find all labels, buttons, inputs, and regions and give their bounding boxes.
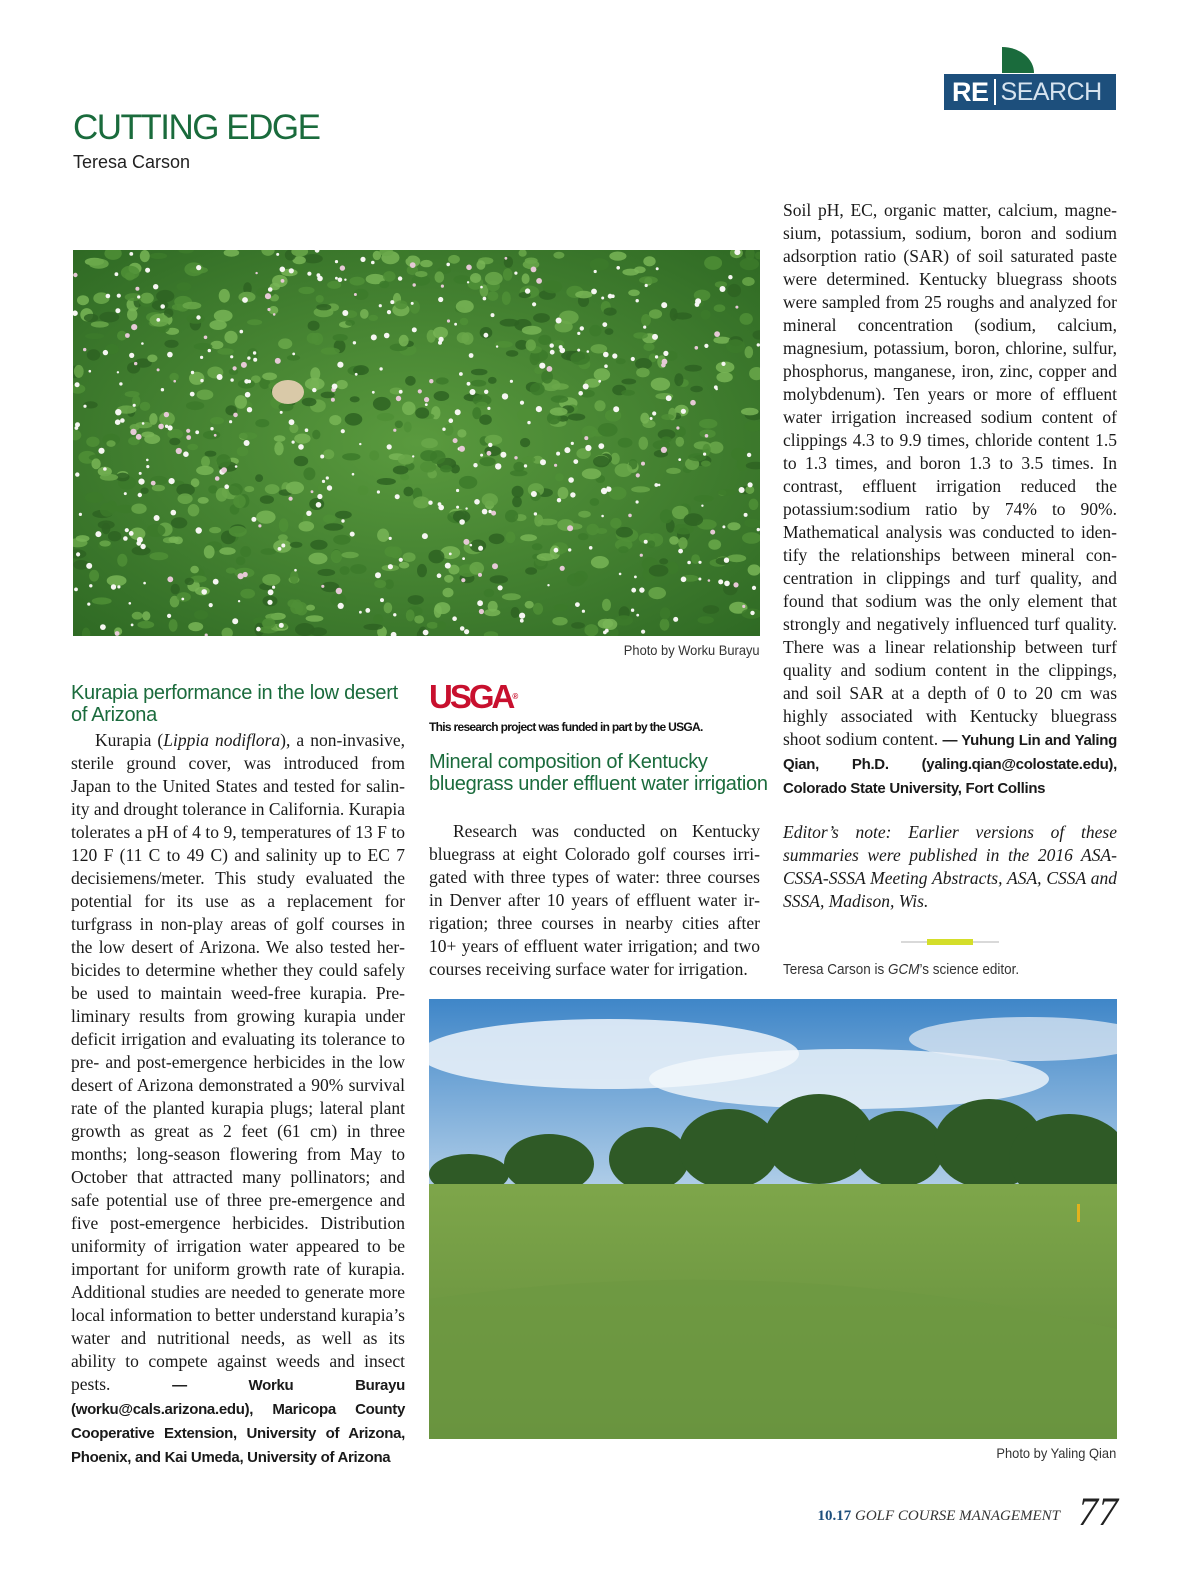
mineral-byline: — Yuhung Lin and Yaling Qian, Ph.D. (yaling.qian@colostate.edu), Colorado State University, Fort Collins: [783, 732, 1117, 797]
mineral-body-text: Soil pH, EC, organic matter, calcium, magnesium, potassium, sodium, boron and sodium adsorption ratio (SAR) of soil saturated paste were determined. Kentucky bluegrass shoots were sampled from 25 roughs and analyzed for mineral concentration (sodium, calcium, magnesium, potassium, boron, chlorine, sulfur, phosphorus, manganese, iron, zinc, copper and molybdenum). Ten years or more of effluent water irrigation increased sodium content of clippings 4.3 to 9.9 times, chloride content 1.5 to 1.3 times, and boron 1.3 to 3.5 times. In contrast, effluent irrigation reduced the potassium:sodium ratio by 74% to 90%. Mathematical analysis was conducted to identify the relationships between mineral concentration in clippings and turf quality, and found that sodium was the only element that strongly and negatively influenced turf quality. There was a linear relationship between turf quality and sodium content in the clippings, and soil SAR at a depth of 0 to 20 cm was highly associated with Kentucky bluegrass shoot sodium content.: [783, 200, 1117, 749]
kurapia-body-pre: Kurapia (: [95, 730, 164, 750]
usga-logo-text: USGA: [429, 678, 513, 715]
kurapia-photo-credit: Photo by Worku Burayu: [624, 642, 760, 658]
kurapia-headline: Kurapia performance in the low desert of Arizona: [71, 682, 398, 726]
issue-date: 10.17: [817, 1508, 852, 1524]
page-number: 77: [1078, 1489, 1118, 1534]
section-divider-accent: [927, 939, 973, 945]
kurapia-species-name: Lippia nodiflora: [163, 730, 281, 750]
research-badge: [944, 74, 1116, 110]
kurapia-byline: — Worku Burayu (worku@cals.arizona.edu), Maricopa County Cooperative Extension, University of Arizona, Phoenix, and Kai Umeda, University of Arizona: [71, 1377, 405, 1466]
kurapia-body-text: ), a non-invasive, sterile ground cover, was introduced from Japan to the United States and tested for salinity and drought tolerance in California. Kurapia tolerates a pH of 4 to 9, temperatures of 13 F to 120 F (11 C to 49 C) and salinity up to EC 7 decisiemens/meter. This study evaluated the potential for its use as a replacement for turfgrass in non-play areas of golf courses in the low desert of Arizona. We also tested herbicides to determine whether they could safely be used to maintain weed-free kurapia. Preliminary results from growing kurapia under deficit irrigation and evaluating its tolerance to pre- and post-emergence herbicides in the low desert of Arizona demonstrated a 90% survival rate of the planted kurapia plugs; lateral plant growth as great as 2 feet (61 cm) in three months; long-season flowering from May to October that attracted many pollinators; and safe potential use of three pre-emergence and five post-emergence herbicides. Distribution uniformity of irrigation water appeared to be important for uniform growth rate of kurapia. Additional studies are needed to generate more local information to better understand kurapia’s water and nutritional needs, as well as its ability to compete against weeds and insect pests.: [71, 730, 405, 1394]
mineral-article-body-col2: Research was conducted on Kentucky bluegrass at eight Colorado golf courses irrigated with three types of water: three courses in Denver after 10 years of effluent water irrigation; three courses in nearby cities after 10+ years of effluent water irrigation; and two courses receiving surface water for irrigation.: [429, 821, 760, 979]
editors-note: Editor’s note: Earlier versions of these summaries were published in the 2016 ASA-CSSA-SSSA Meeting Abstracts, ASA, CSSA and SSSA, Madison, Wis.: [783, 822, 1117, 911]
kurapia-ground-cover-photo: [73, 250, 760, 636]
footer-folio: [818, 1508, 1061, 1525]
mineral-article-body-col3: [783, 199, 1117, 800]
editor-credit-post: ’s science editor.: [919, 961, 1020, 978]
editor-credit-pre: Teresa Carson is: [783, 961, 889, 978]
section-title: CUTTING EDGE: [73, 108, 320, 147]
editor-credit-publication: GCM: [888, 961, 920, 978]
editor-credit: [783, 961, 1019, 978]
mineral-headline: Mineral composition of Kentucky bluegrass under effluent water irrigation: [429, 751, 768, 795]
kurapia-article-body: [71, 729, 405, 1469]
magazine-name: GOLF COURSE MANAGEMENT: [855, 1508, 1060, 1524]
usga-funding-note: This research project was funded in part by the USGA.: [429, 720, 703, 734]
research-badge-tab: [1002, 47, 1034, 73]
badge-divider: [994, 79, 996, 105]
usga-logo: USGA®: [429, 678, 519, 715]
fairway-photo-credit: Photo by Yaling Qian: [996, 1445, 1116, 1461]
badge-re: RE: [952, 76, 989, 107]
badge-search: SEARCH: [1000, 77, 1102, 106]
column-author: Teresa Carson: [73, 152, 191, 172]
golf-fairway-photo: [429, 999, 1117, 1439]
